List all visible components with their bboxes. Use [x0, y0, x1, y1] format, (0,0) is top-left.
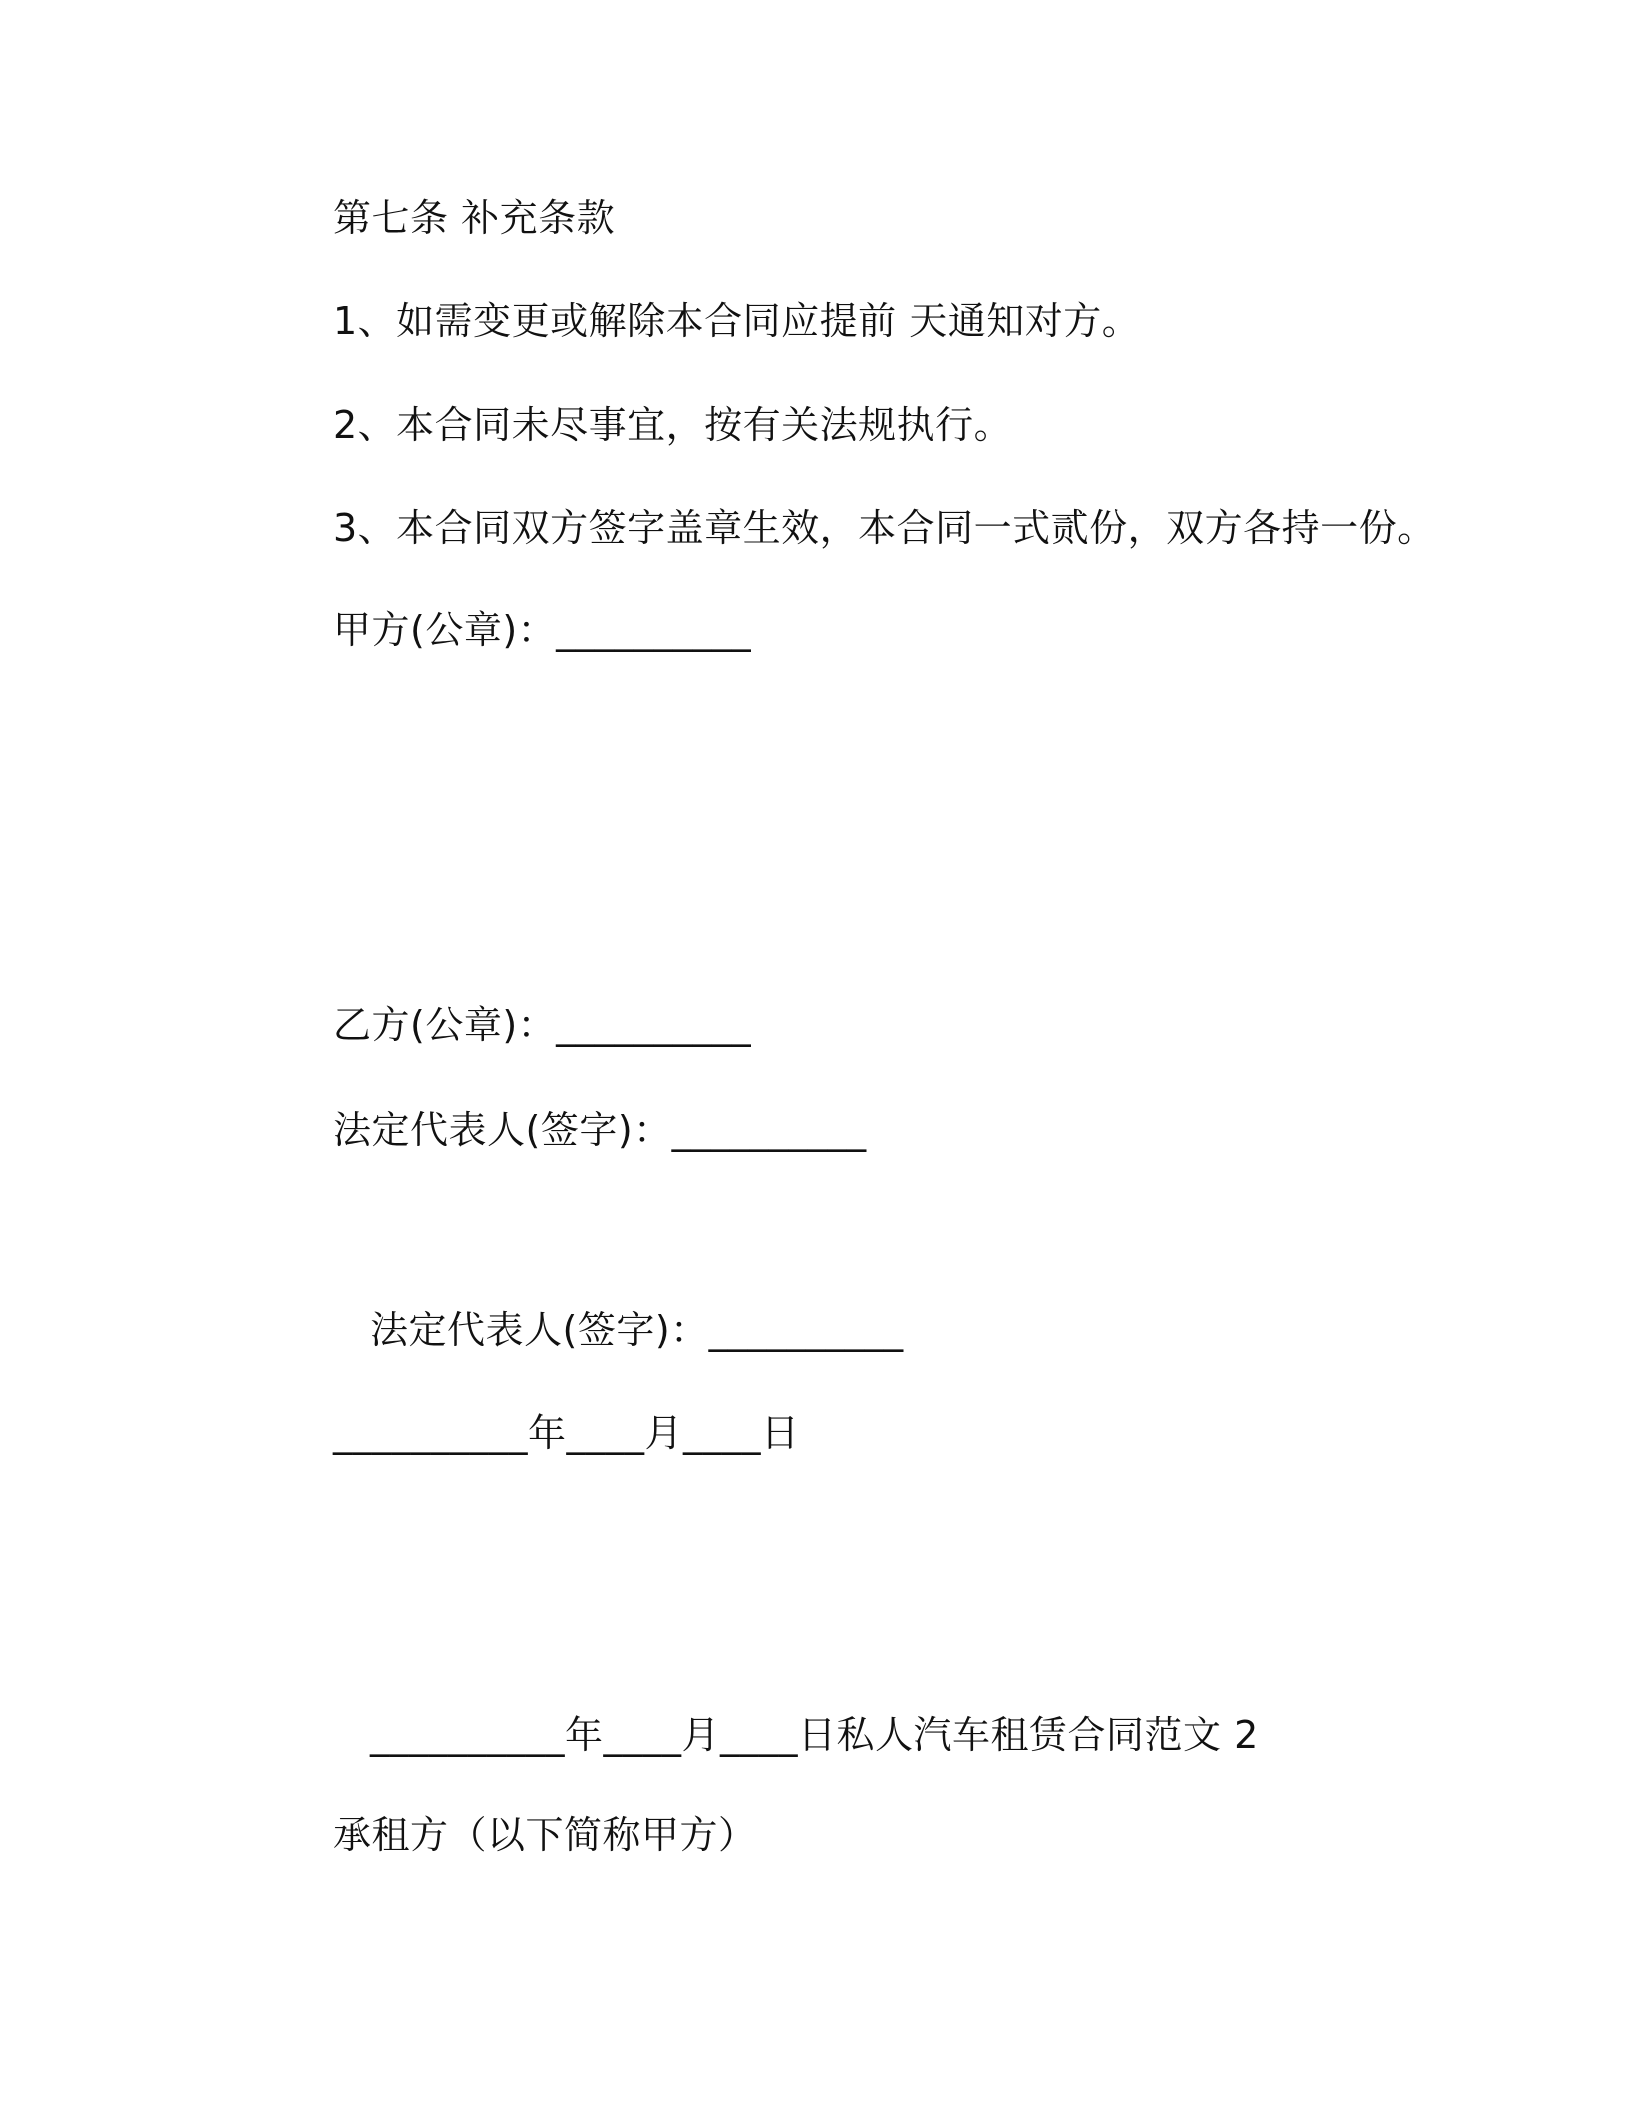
section-heading: 第七条 补充条款: [333, 196, 616, 240]
date-line: __________年____月____日: [333, 1411, 800, 1455]
lessee-line: 承租方（以下简称甲方）: [333, 1813, 757, 1857]
legal-rep-signature-line-1: 法定代表人(签字)：__________: [333, 1108, 867, 1152]
clause-3: 3、本合同双方签字盖章生效，本合同一式贰份，双方各持一份。: [333, 506, 1436, 550]
legal-rep-signature-line-2: 法定代表人(签字)：__________: [370, 1308, 904, 1352]
clause-1: 1、如需变更或解除本合同应提前 天通知对方。: [333, 299, 1141, 343]
party-a-seal-line: 甲方(公章)：__________: [333, 608, 752, 652]
date-title-line: __________年____月____日私人汽车租赁合同范文 2: [370, 1713, 1259, 1757]
clause-2: 2、本合同未尽事宜，按有关法规执行。: [333, 403, 1013, 447]
party-b-seal-line: 乙方(公章)：__________: [333, 1003, 752, 1047]
